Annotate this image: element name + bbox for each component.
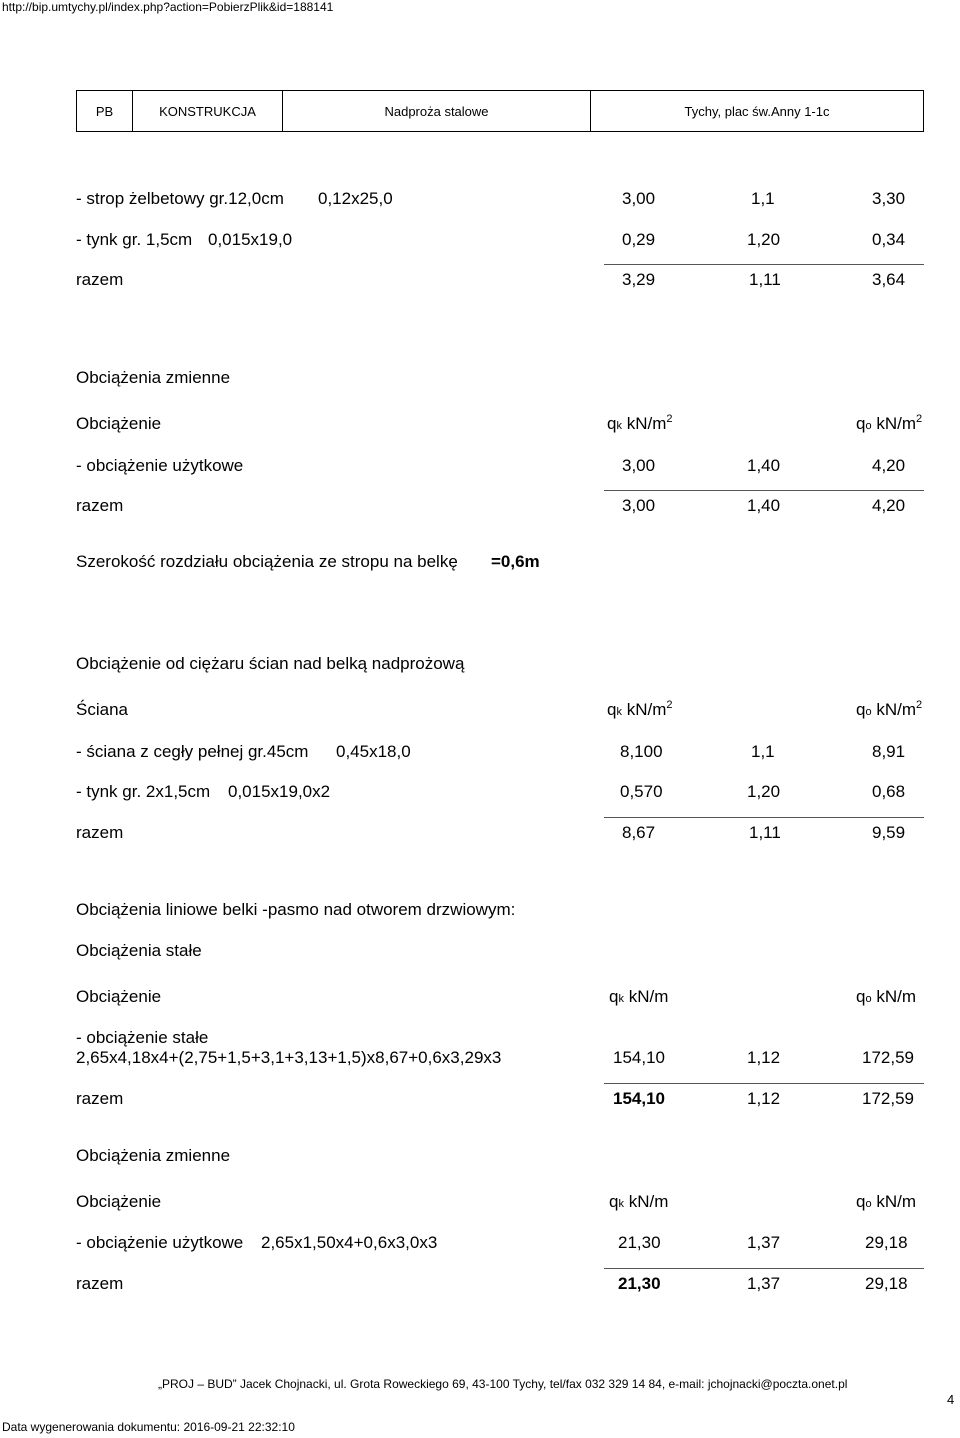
row-name: - tynk gr. 1,5cm (76, 230, 193, 249)
load-width-label: Szerokość rozdziału obciążenia ze stropu na belkę (76, 552, 458, 571)
row-calc: 0,015x19,0 (208, 230, 293, 249)
column-header-qk: qk kN/m (609, 987, 669, 1006)
column-header-qk: qk kN/m (609, 1192, 669, 1211)
header-cell-subject: Nadproża stalowe (283, 91, 591, 131)
row-qk: 0,570 (620, 782, 663, 801)
total-qk: 3,00 (622, 496, 656, 515)
row-name: - tynk gr. 2x1,5cm (76, 782, 211, 801)
sum-rule (604, 1268, 924, 1269)
total-factor: 1,37 (747, 1274, 781, 1293)
column-header-name: Obciążenie (76, 1192, 162, 1211)
total-qk: 21,30 (618, 1274, 661, 1293)
total-qk: 3,29 (622, 270, 656, 289)
total-qo: 3,64 (872, 270, 906, 289)
row-factor: 1,12 (747, 1048, 781, 1067)
row-name: - ściana z cegły pełnej gr.45cm (76, 742, 309, 761)
total-label: razem (76, 270, 124, 289)
row-qk: 3,00 (622, 189, 656, 208)
row-factor: 1,1 (751, 742, 775, 761)
footer-company: „PROJ – BUD” Jacek Chojnacki, ul. Grota Roweckiego 69, 43-100 Tychy, tel/fax 032 329 14 84, e-mail: jchojnacki@poczta.onet.pl (158, 1377, 848, 1391)
header-cell-pb: PB (77, 91, 133, 131)
column-header-name: Obciążenie (76, 414, 162, 433)
page-number: 4 (947, 1392, 955, 1407)
row-factor: 1,37 (747, 1233, 781, 1252)
total-factor: 1,12 (747, 1089, 781, 1108)
column-header-qo: qo $kN/m^2$ (856, 699, 923, 719)
row-calc: 0,45x18,0 (336, 742, 411, 761)
sum-rule (604, 264, 924, 265)
row-qk: 0,29 (622, 230, 656, 249)
row-name: - obciążenie użytkowe (76, 456, 244, 475)
sum-rule (604, 817, 924, 818)
column-header-name: Obciążenie (76, 987, 162, 1006)
sum-rule (604, 490, 924, 491)
row-qk: 8,100 (620, 742, 663, 761)
row-calc: 2,65x1,50x4+0,6x3,0x3 (261, 1233, 438, 1252)
row-qk: 3,00 (622, 456, 656, 475)
row-calc: 2,65x4,18x4+(2,75+1,5+3,1+3,13+1,5)x8,67+0,6x3,29x3 (76, 1048, 502, 1067)
header-cell-location: Tychy, plac św.Anny 1-1c (684, 103, 830, 119)
browser-url: http://bip.umtychy.pl/index.php?action=PobierzPlik&id=188141 (2, 0, 334, 14)
row-factor: 1,20 (747, 782, 781, 801)
section-title: Obciążenia zmienne (76, 1146, 231, 1165)
document-header-table (76, 90, 924, 132)
total-factor: 1,11 (749, 270, 781, 289)
header-cell-section: KONSTRUKCJA (133, 91, 283, 131)
column-header-qo: qo kN/m (856, 1192, 916, 1211)
column-header-qk: qk $kN/m^2$ (607, 699, 673, 719)
total-qo: 29,18 (865, 1274, 908, 1293)
section-title: Obciążenia liniowe belki -pasmo nad otworem drzwiowym: (76, 900, 516, 919)
row-name: - strop żelbetowy gr.12,0cm (76, 189, 284, 208)
row-qk: 21,30 (618, 1233, 661, 1252)
column-header-qo: qo kN/m (856, 987, 916, 1006)
total-label: razem (76, 1274, 124, 1293)
column-header-name: Ściana (76, 700, 128, 719)
generation-date: Data wygenerowania dokumentu: 2016-09-21 22:32:10 (2, 1420, 295, 1434)
row-qk: 154,10 (613, 1048, 665, 1067)
total-label: razem (76, 1089, 124, 1108)
section-title: Obciążenie od ciężaru ścian nad belką nadprożową (76, 654, 465, 673)
row-qo: 4,20 (872, 456, 906, 475)
total-qo: 172,59 (862, 1089, 914, 1108)
row-factor: 1,20 (747, 230, 781, 249)
total-label: razem (76, 496, 124, 515)
total-qk: 154,10 (613, 1089, 665, 1108)
total-qk: 8,67 (622, 823, 656, 842)
section-subtitle: Obciążenia stałe (76, 941, 202, 960)
row-qo: 8,91 (872, 742, 906, 761)
total-qo: 4,20 (872, 496, 906, 515)
total-factor: 1,11 (749, 823, 781, 842)
section-title: Obciążenia zmienne (76, 368, 231, 387)
row-factor: 1,1 (751, 189, 775, 208)
row-qo: 172,59 (862, 1048, 914, 1067)
row-calc: 0,12x25,0 (318, 189, 393, 208)
row-qo: 3,30 (872, 189, 906, 208)
row-qo: 29,18 (865, 1233, 908, 1252)
column-header-qo: qo $kN/m^2$ (856, 413, 923, 433)
row-qo: 0,34 (872, 230, 906, 249)
total-qo: 9,59 (872, 823, 906, 842)
total-label: razem (76, 823, 124, 842)
row-qo: 0,68 (872, 782, 906, 801)
row-name: - obciążenie stałe (76, 1028, 209, 1047)
row-name: - obciążenie użytkowe (76, 1233, 244, 1252)
row-factor: 1,40 (747, 456, 781, 475)
total-factor: 1,40 (747, 496, 781, 515)
column-header-qk: qk $kN/m^2$ (607, 413, 673, 433)
load-width-value: =0,6m (491, 552, 540, 571)
row-calc: 0,015x19,0x2 (228, 782, 331, 801)
sum-rule (604, 1083, 924, 1084)
